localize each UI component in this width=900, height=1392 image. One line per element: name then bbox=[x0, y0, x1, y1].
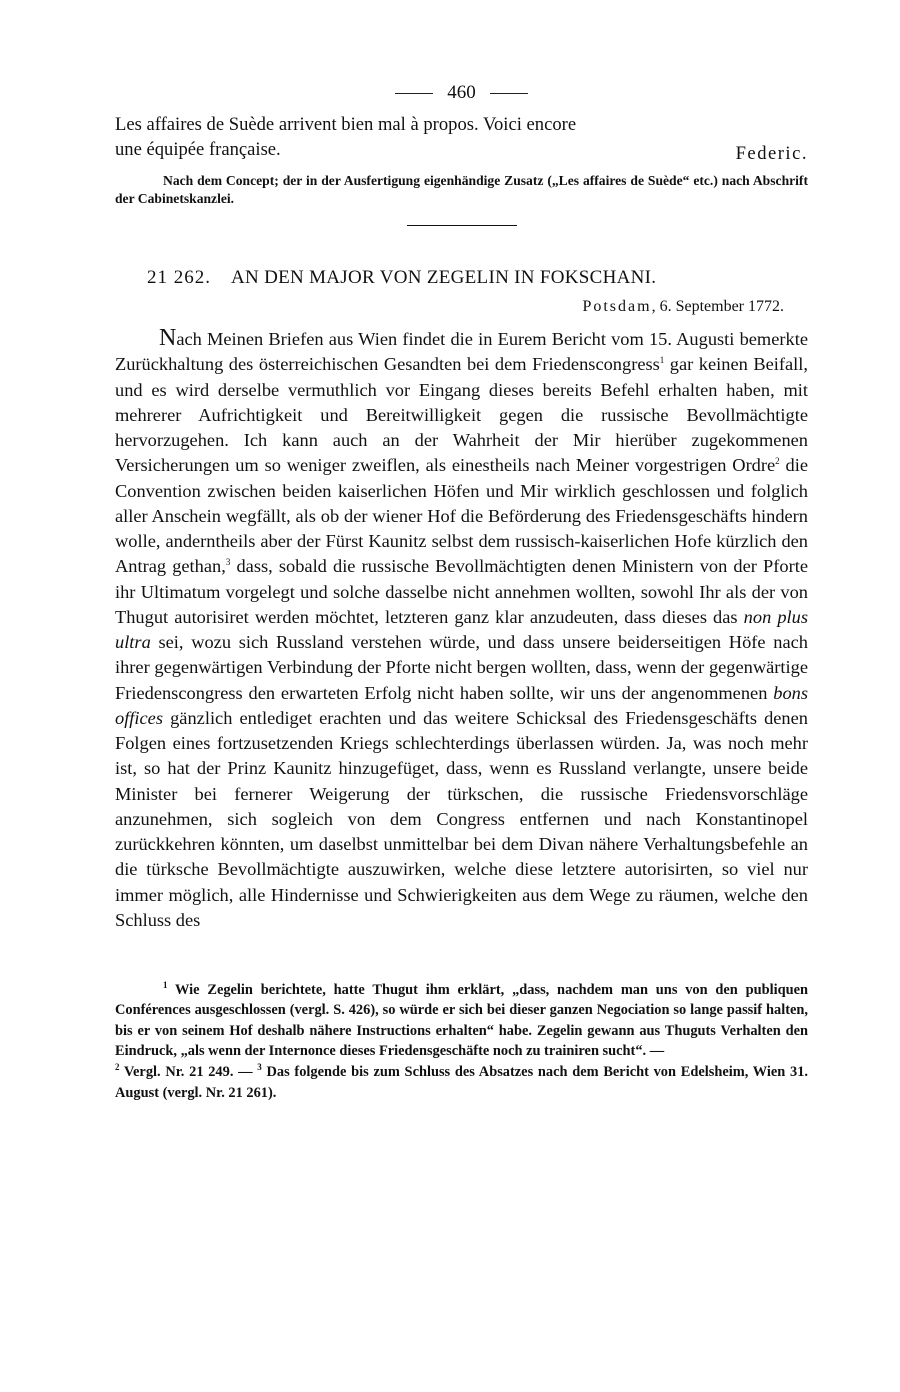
dateline-place: Potsdam bbox=[582, 298, 652, 316]
body-part-3: die Convention zwischen beiden kaiserlichen Höfen und Mir wirklich geschlossen und folglich aller Anschein wegfällt, als ob der wiener Hof die Beförderung des Friedensgeschäfts hindern wolle, anderntheils aber der Fürst Kaunitz selbst dem russisch-kaiserlichen Hofe kürzlich den Antrag gethan, bbox=[115, 455, 808, 577]
section-divider bbox=[407, 225, 517, 226]
footnotes-text bbox=[115, 980, 808, 1104]
page-header bbox=[115, 78, 808, 112]
footnote-ref-1[interactable]: 1 bbox=[659, 355, 665, 366]
body-part-4: dass, sobald die russische Bevollmächtigten denen Ministern von der Pforte ihr Ultimatum vorgelegt und solche dasselbe nicht annehmen wollten, sowohl Ihr als der von Thugut autorisiret werden möchtet, letzteren ganz klar anzudeuten, dass dieses das bbox=[115, 556, 808, 627]
footnote-2: Vergl. Nr. 21 249. — bbox=[119, 1063, 258, 1080]
footnotes bbox=[115, 980, 808, 1104]
letter-end-line-1: Les affaires de Suède arrivent bien mal à propos. Voici encore bbox=[115, 114, 577, 135]
book-page bbox=[115, 78, 808, 1103]
footnote-mark-2: 2 bbox=[115, 1062, 120, 1073]
body-part-1: ach Meinen Briefen aus Wien findet die in Eurem Bericht vom 15. Augusti bemerkte Zurückhaltung des österreichischen Gesandten bei dem Friedenscongress bbox=[115, 329, 808, 375]
dateline-date: , 6. September 1772. bbox=[651, 298, 784, 316]
header-dash-left bbox=[395, 93, 433, 94]
letter-body bbox=[115, 326, 808, 933]
letter-end-line-2: une équipée française. bbox=[115, 139, 281, 161]
dateline bbox=[115, 296, 784, 318]
signature: Federic. bbox=[735, 143, 808, 165]
letter-end-closing bbox=[115, 137, 808, 165]
letter-number: 21 262. bbox=[147, 267, 211, 289]
italic-phrase-non-plus-ultra: non plus ultra bbox=[115, 606, 809, 653]
letter-title: AN DEN MAJOR VON ZEGELIN IN FOKSCHANI. bbox=[231, 267, 657, 289]
initial-letter: N bbox=[159, 325, 177, 352]
body-part-6: gänzlich entlediget erachten und das weitere Schicksal des Friedensgeschäfts denen Folgen eines fortzusetzenden Kriegs schlechterdings überlassen würden. Ja, was noch mehr ist, so hat der Prinz Kaunitz hinzugefüget, dass, wenn es Russland verlangte, unsere beide Minister bei fernerer Weigerung der türkschen, die russische Friedensvorschläge anzunehmen, sich sogleich von dem Congress entfernen und nach Konstantinopel zurückkehren könnten, um daselbst unmittelbar bei dem Divan nähere Verhaltungsbefehle an die türksche Bevollmächtigte auszuwirken, welche diese letztere autorisirten, so viel nur immer möglich, alle Hindernisse und Schwierigkeiten aus dem Wege zu räumen, welche den Schluss des bbox=[115, 707, 808, 930]
footnote-spacer bbox=[115, 952, 808, 974]
footnote-ref-3[interactable]: 3 bbox=[225, 557, 231, 568]
body-part-2: gar keinen Beifall, und es wird derselbe vermuthlich vor Eingang dieses bereits Befehl erhalten haben, mit mehrerer Aufrichtigkeit und Bereitwilligkeit gegen die russische Bevollmächtigte hervorzugehen. Ich kann auch an der Wahrheit der Mir hierüber zugekommenen Versicherungen um so weniger zweiflen, als einestheils nach Meiner vorgestrigen Ordre bbox=[115, 354, 808, 476]
footnote-mark-1: 1 bbox=[163, 979, 168, 990]
footnote-mark-3: 3 bbox=[257, 1062, 262, 1073]
letter-heading bbox=[115, 266, 808, 290]
source-note: Nach dem Concept; der in der Ausfertigung eigenhändige Zusatz („Les affaires de Suède“ etc.) nach Abschrift der Cabinetskanzlei. bbox=[115, 173, 808, 206]
footnote-3: Das folgende bis zum Schluss des Absatzes nach dem Bericht von Edelsheim, Wien 31. August (vergl. Nr. 21 261). bbox=[115, 1063, 809, 1101]
italic-phrase-bons-offices: bons offices bbox=[115, 682, 808, 728]
header-dash-right bbox=[490, 93, 528, 94]
page-number: 460 bbox=[447, 82, 476, 103]
body-part-5: sei, wozu sich Russland verstehen würde, und dass unsere beiderseitigen Höfe nach ihrer gegenwärtigen Verbindung der Pforte nicht bergen wollten, dass, wenn der gegenwärtige Friedenscongress den erwarteten Erfolg nicht haben sollte, wir uns der angenommenen bbox=[115, 632, 808, 703]
footnote-1: Wie Zegelin berichtete, hatte Thugut ihm erklärt, „dass, nachdem man uns von den publiquen Conférences ausgeschlossen (vergl. S. 426), so würde er sich bei dieser ganzen Negociation so lange passif halten, bis er von seinem Hof deshalb nähere Instructions erhalten“ habe. Zegelin gewann aus Thuguts Verhalten den Eindruck, „als wenn der Internonce dieses Friedensgeschäfte noch zu trainiren sucht“. — bbox=[115, 981, 808, 1060]
footnote-ref-2[interactable]: 2 bbox=[775, 456, 780, 467]
